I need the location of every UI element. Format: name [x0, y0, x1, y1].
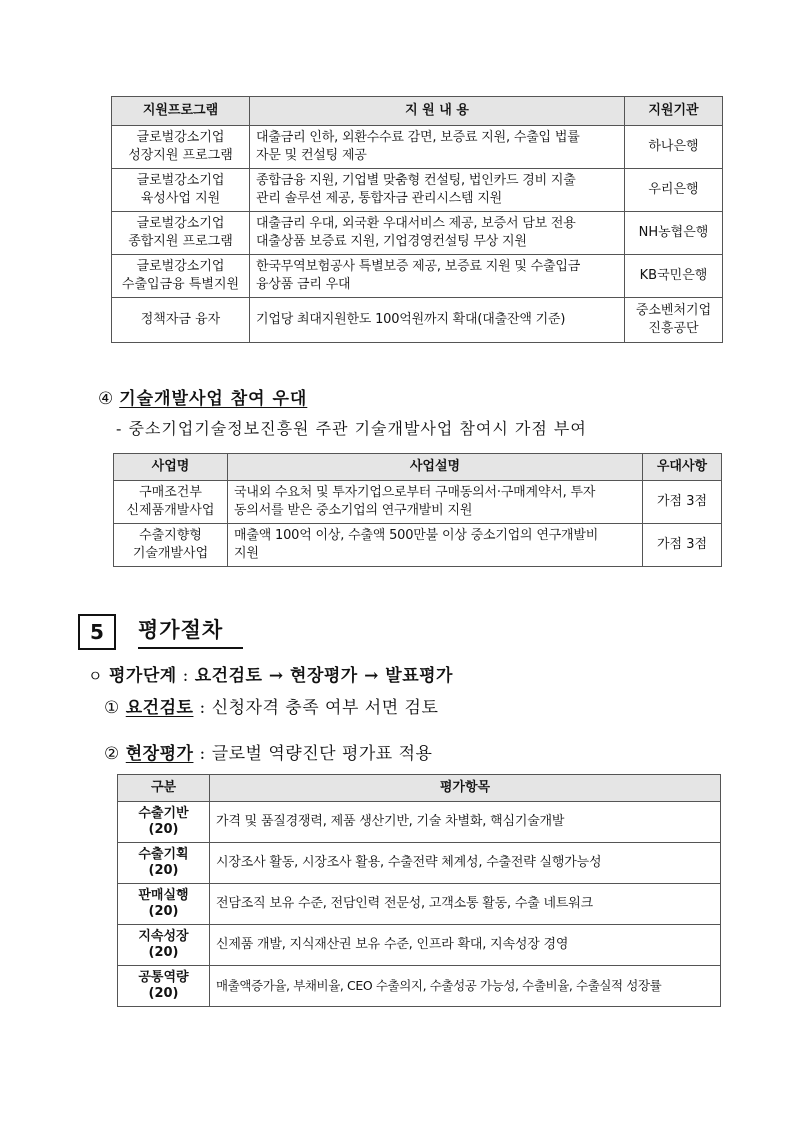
agency-cell: 하나은행 [625, 126, 723, 169]
section-5-title: 평가절차 [138, 614, 243, 649]
content-cell: 한국무역보험공사 특별보증 제공, 보증료 지원 및 수출입금 융상품 금리 우대 [250, 255, 625, 298]
table-row [112, 169, 723, 212]
header-benefit: 우대사항 [643, 454, 722, 481]
rnd-program-table [113, 453, 722, 567]
step-2-text: 글로벌 역량진단 평가표 적용 [211, 744, 433, 764]
steps-label: 평가단계 [109, 666, 177, 686]
program-cell: 글로벌강소기업 성장지원 프로그램 [112, 126, 250, 169]
table-row [112, 126, 723, 169]
benefit-cell: 가점 3점 [643, 524, 722, 567]
step-1-number: ① [104, 698, 120, 718]
category-cell: 수출기획 (20) [118, 843, 210, 884]
step-1-text: 신청자격 충족 여부 서면 검토 [211, 698, 439, 718]
agency-cell: 우리은행 [625, 169, 723, 212]
table-row [118, 966, 721, 1007]
category-cell: 수출기반 (20) [118, 802, 210, 843]
category-cell: 판매실행 (20) [118, 884, 210, 925]
section-5-number: 5 [78, 614, 116, 650]
table-header-row [114, 454, 722, 481]
content-cell: 대출금리 우대, 외국환 우대서비스 제공, 보증서 담보 전용 대출상품 보증료 지원, 기업경영컨설팅 무상 지원 [250, 212, 625, 255]
support-program-table [111, 96, 723, 343]
evaluation-table [117, 774, 721, 1007]
evaluation-steps-line [88, 661, 453, 686]
category-cell: 공통역량 (20) [118, 966, 210, 1007]
name-cell: 수출지향형 기술개발사업 [114, 524, 228, 567]
table-row [112, 255, 723, 298]
header-items: 평가항목 [210, 775, 721, 802]
table-row [114, 481, 722, 524]
header-program: 지원프로그램 [112, 97, 250, 126]
table-row [118, 802, 721, 843]
step-1-label: 요건검토 [125, 698, 194, 718]
program-cell: 글로벌강소기업 종합지원 프로그램 [112, 212, 250, 255]
header-content: 지 원 내 용 [250, 97, 625, 126]
category-cell: 지속성장 (20) [118, 925, 210, 966]
table-row [112, 298, 723, 343]
content-cell: 대출금리 인하, 외환수수료 감면, 보증료 지원, 수출입 법률 자문 및 컨설팅 제공 [250, 126, 625, 169]
table-row [114, 524, 722, 567]
step-1-separator: : [199, 698, 206, 718]
step-item-1 [104, 693, 438, 718]
header-name: 사업명 [114, 454, 228, 481]
steps-flow: 요건검토 → 현장평가 → 발표평가 [194, 666, 453, 686]
items-cell: 신제품 개발, 지식재산권 보유 수준, 인프라 확대, 지속성장 경영 [210, 925, 721, 966]
benefit-cell: 가점 3점 [643, 481, 722, 524]
table-header-row [118, 775, 721, 802]
agency-cell: KB국민은행 [625, 255, 723, 298]
table-header-row [112, 97, 723, 126]
section-4-subtext: - 중소기업기술정보진흥원 주관 기술개발사업 참여시 가점 부여 [116, 419, 587, 438]
content-cell: 기업당 최대지원한도 100억원까지 확대(대출잔액 기준) [250, 298, 625, 343]
agency-cell: NH농협은행 [625, 212, 723, 255]
program-cell: 글로벌강소기업 육성사업 지원 [112, 169, 250, 212]
agency-cell: 중소벤처기업 진흥공단 [625, 298, 723, 343]
table-row [118, 884, 721, 925]
steps-separator: : [182, 666, 189, 686]
table-row [118, 925, 721, 966]
section-4-title: 기술개발사업 참여 우대 [119, 389, 308, 409]
step-2-number: ② [104, 744, 120, 764]
section-4-heading [98, 384, 307, 409]
program-cell: 글로벌강소기업 수출입금융 특별지원 [112, 255, 250, 298]
header-category: 구분 [118, 775, 210, 802]
content-cell: 종합금융 지원, 기업별 맞춤형 컨설팅, 법인카드 경비 지출 관리 솔루션 제공, 통합자금 관리시스템 지원 [250, 169, 625, 212]
desc-cell: 매출액 100억 이상, 수출액 500만불 이상 중소기업의 연구개발비 지원 [228, 524, 643, 567]
items-cell: 전담조직 보유 수준, 전담인력 전문성, 고객소통 활동, 수출 네트워크 [210, 884, 721, 925]
items-cell: 매출액증가율, 부채비율, CEO 수출의지, 수출성공 가능성, 수출비율, 수출실적 성장률 [210, 966, 721, 1007]
step-item-2 [104, 739, 432, 764]
section-4-number: ④ [98, 389, 114, 409]
table-row [112, 212, 723, 255]
name-cell: 구매조건부 신제품개발사업 [114, 481, 228, 524]
header-agency: 지원기관 [625, 97, 723, 126]
program-cell: 정책자금 융자 [112, 298, 250, 343]
desc-cell: 국내외 수요처 및 투자기업으로부터 구매동의서·구매계약서, 투자 동의서를 받은 중소기업의 연구개발비 지원 [228, 481, 643, 524]
bullet-icon: ㅇ [88, 667, 103, 685]
items-cell: 가격 및 품질경쟁력, 제품 생산기반, 기술 차별화, 핵심기술개발 [210, 802, 721, 843]
header-desc: 사업설명 [228, 454, 643, 481]
table-row [118, 843, 721, 884]
step-2-separator: : [199, 744, 206, 764]
items-cell: 시장조사 활동, 시장조사 활용, 수출전략 체계성, 수출전략 실행가능성 [210, 843, 721, 884]
step-2-label: 현장평가 [125, 744, 194, 764]
